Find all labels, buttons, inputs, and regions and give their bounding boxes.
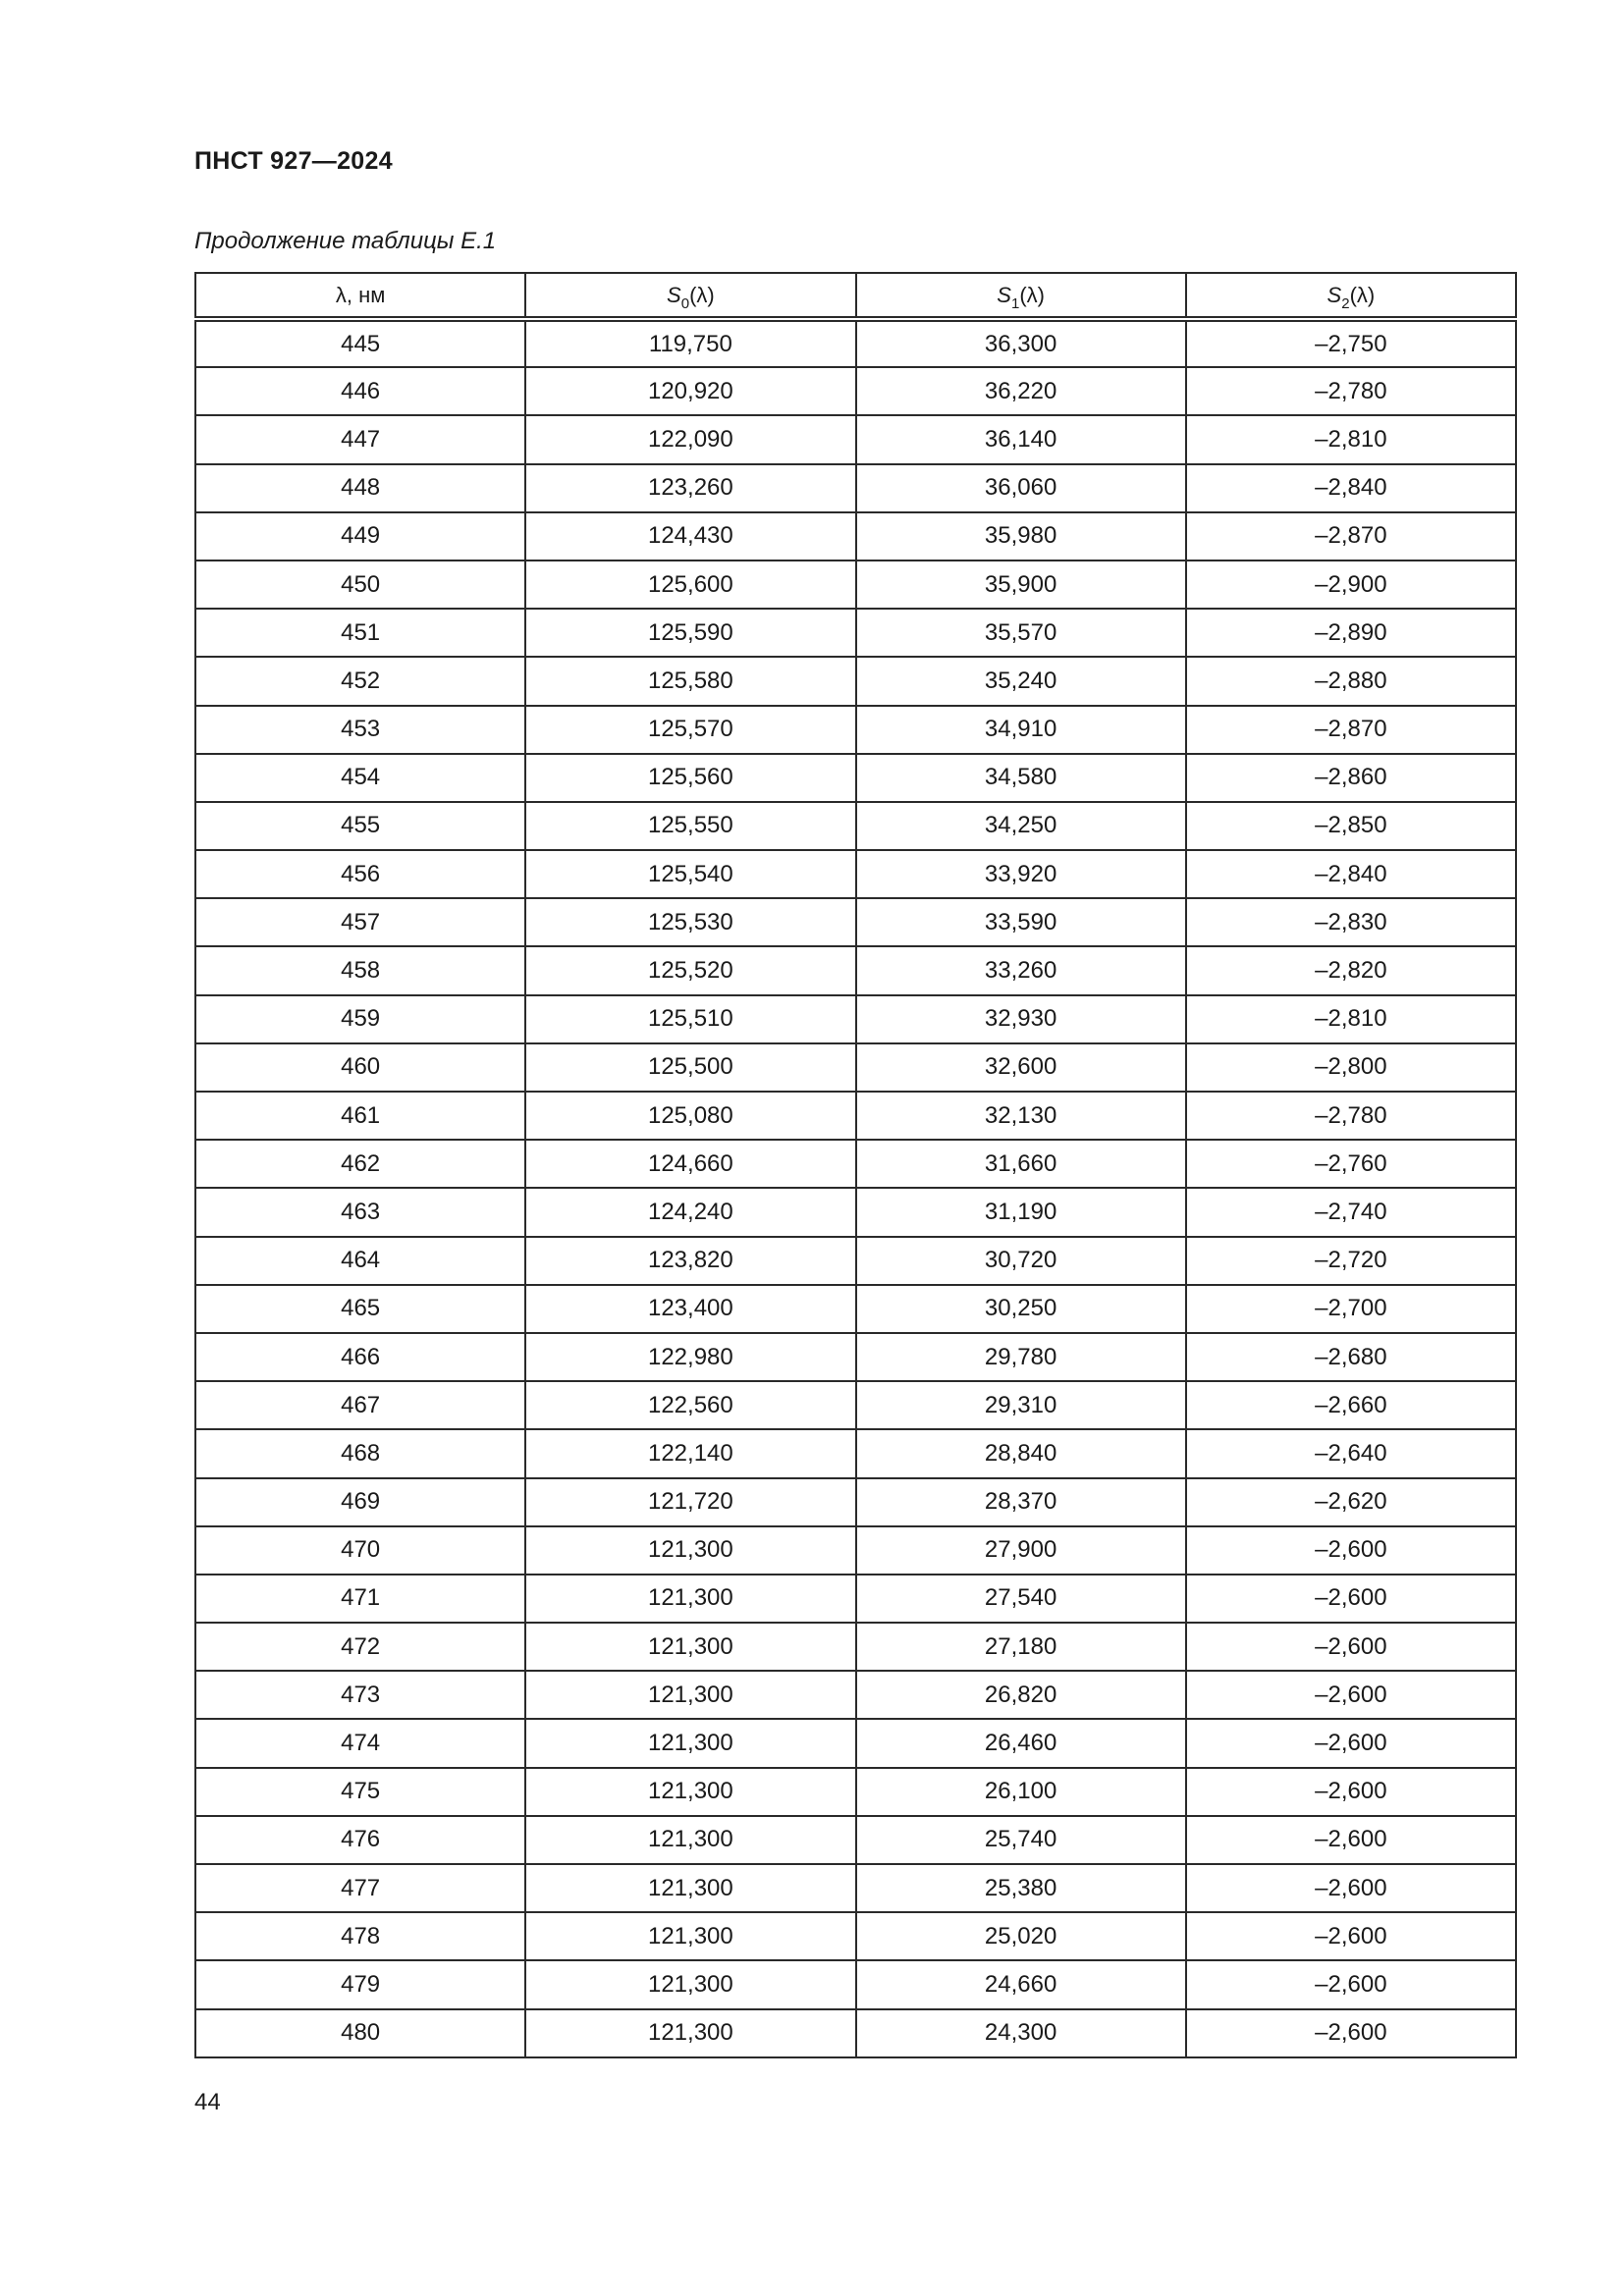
s2-cell: –2,640 [1186, 1429, 1516, 1477]
s0-cell: 121,300 [525, 1768, 855, 1816]
s2-cell: –2,660 [1186, 1381, 1516, 1429]
wavelength-cell: 469 [195, 1478, 525, 1526]
s2-cell: –2,900 [1186, 561, 1516, 609]
s2-cell: –2,780 [1186, 1092, 1516, 1140]
s2-cell: –2,830 [1186, 898, 1516, 946]
s0-cell: 125,570 [525, 706, 855, 754]
s2-cell: –2,600 [1186, 1623, 1516, 1671]
s1-cell: 30,720 [856, 1237, 1186, 1285]
s0-cell: 121,300 [525, 1816, 855, 1864]
s0-cell: 122,560 [525, 1381, 855, 1429]
s0-cell: 121,300 [525, 1526, 855, 1575]
table-row [195, 995, 1516, 1043]
table-row [195, 657, 1516, 705]
s0-cell: 121,720 [525, 1478, 855, 1526]
table-row [195, 1381, 1516, 1429]
table-row [195, 898, 1516, 946]
s1-cell: 35,570 [856, 609, 1186, 657]
s0-cell: 121,300 [525, 1719, 855, 1767]
s0-cell: 125,530 [525, 898, 855, 946]
table-row [195, 706, 1516, 754]
s2-cell: –2,870 [1186, 512, 1516, 561]
s2-cell: –2,600 [1186, 1960, 1516, 2008]
table-caption: Продолжение таблицы Е.1 [194, 228, 497, 254]
s0-cell: 121,300 [525, 1575, 855, 1623]
s2-cell: –2,800 [1186, 1043, 1516, 1092]
s1-cell: 30,250 [856, 1285, 1186, 1333]
s0-cell: 125,080 [525, 1092, 855, 1140]
s0-cell: 123,820 [525, 1237, 855, 1285]
table-row [195, 1092, 1516, 1140]
s1-cell: 25,020 [856, 1912, 1186, 1960]
table-row [195, 1960, 1516, 2008]
s0-cell: 121,300 [525, 1912, 855, 1960]
s0-cell: 122,090 [525, 415, 855, 463]
wavelength-cell: 465 [195, 1285, 525, 1333]
table-row [195, 1768, 1516, 1816]
header-s0-symbol: S [667, 282, 681, 307]
s0-cell: 121,300 [525, 1623, 855, 1671]
header-s2-tail: (λ) [1349, 282, 1376, 307]
table-row [195, 367, 1516, 415]
header-s0-tail: (λ) [689, 282, 715, 307]
s1-cell: 31,660 [856, 1140, 1186, 1188]
s1-cell: 36,060 [856, 464, 1186, 512]
table-row [195, 1333, 1516, 1381]
s1-cell: 33,260 [856, 946, 1186, 994]
s1-cell: 27,180 [856, 1623, 1186, 1671]
s2-cell: –2,740 [1186, 1188, 1516, 1236]
table-row [195, 1575, 1516, 1623]
s1-cell: 33,590 [856, 898, 1186, 946]
s0-cell: 121,300 [525, 1864, 855, 1912]
s2-cell: –2,600 [1186, 1768, 1516, 1816]
table-row [195, 1719, 1516, 1767]
s0-cell: 124,660 [525, 1140, 855, 1188]
header-s0 [525, 273, 855, 319]
document-code: ПНСТ 927—2024 [194, 147, 393, 175]
wavelength-cell: 460 [195, 1043, 525, 1092]
s0-cell: 125,520 [525, 946, 855, 994]
s2-cell: –2,820 [1186, 946, 1516, 994]
s1-cell: 26,100 [856, 1768, 1186, 1816]
s1-cell: 25,740 [856, 1816, 1186, 1864]
s2-cell: –2,860 [1186, 754, 1516, 802]
wavelength-cell: 447 [195, 415, 525, 463]
s2-cell: –2,600 [1186, 1671, 1516, 1719]
page-number: 44 [194, 2089, 221, 2115]
s2-cell: –2,750 [1186, 319, 1516, 367]
table-row [195, 319, 1516, 367]
s0-cell: 120,920 [525, 367, 855, 415]
wavelength-cell: 474 [195, 1719, 525, 1767]
wavelength-cell: 468 [195, 1429, 525, 1477]
s1-cell: 34,250 [856, 802, 1186, 850]
s2-cell: –2,620 [1186, 1478, 1516, 1526]
s1-cell: 36,220 [856, 367, 1186, 415]
wavelength-cell: 470 [195, 1526, 525, 1575]
s1-cell: 27,900 [856, 1526, 1186, 1575]
table-row [195, 561, 1516, 609]
wavelength-cell: 445 [195, 319, 525, 367]
header-s1 [856, 273, 1186, 319]
table-row [195, 1912, 1516, 1960]
wavelength-cell: 464 [195, 1237, 525, 1285]
s1-cell: 28,370 [856, 1478, 1186, 1526]
header-s1-tail: (λ) [1019, 282, 1045, 307]
s1-cell: 29,310 [856, 1381, 1186, 1429]
wavelength-cell: 467 [195, 1381, 525, 1429]
s0-cell: 125,590 [525, 609, 855, 657]
table-row [195, 1478, 1516, 1526]
s1-cell: 26,820 [856, 1671, 1186, 1719]
s2-cell: –2,600 [1186, 1816, 1516, 1864]
wavelength-cell: 475 [195, 1768, 525, 1816]
s2-cell: –2,880 [1186, 657, 1516, 705]
header-row [195, 273, 1516, 319]
s2-cell: –2,700 [1186, 1285, 1516, 1333]
s1-cell: 35,240 [856, 657, 1186, 705]
header-wavelength-label: λ, нм [335, 282, 386, 307]
table-row [195, 1429, 1516, 1477]
wavelength-cell: 452 [195, 657, 525, 705]
s0-cell: 124,430 [525, 512, 855, 561]
wavelength-cell: 446 [195, 367, 525, 415]
s0-cell: 125,510 [525, 995, 855, 1043]
s2-cell: –2,600 [1186, 1864, 1516, 1912]
s2-cell: –2,810 [1186, 995, 1516, 1043]
spectral-table [194, 272, 1517, 2058]
header-s1-symbol: S [997, 282, 1011, 307]
table-body [195, 319, 1516, 2057]
table-row [195, 946, 1516, 994]
wavelength-cell: 472 [195, 1623, 525, 1671]
wavelength-cell: 471 [195, 1575, 525, 1623]
wavelength-cell: 473 [195, 1671, 525, 1719]
wavelength-cell: 454 [195, 754, 525, 802]
wavelength-cell: 453 [195, 706, 525, 754]
s2-cell: –2,850 [1186, 802, 1516, 850]
s1-cell: 34,580 [856, 754, 1186, 802]
table-row [195, 1526, 1516, 1575]
wavelength-cell: 459 [195, 995, 525, 1043]
table-row [195, 464, 1516, 512]
s2-cell: –2,760 [1186, 1140, 1516, 1188]
table-row [195, 415, 1516, 463]
wavelength-cell: 450 [195, 561, 525, 609]
s0-cell: 125,540 [525, 850, 855, 898]
wavelength-cell: 476 [195, 1816, 525, 1864]
header-s2 [1186, 273, 1516, 319]
s0-cell: 121,300 [525, 1671, 855, 1719]
wavelength-cell: 479 [195, 1960, 525, 2008]
s0-cell: 125,580 [525, 657, 855, 705]
s0-cell: 123,260 [525, 464, 855, 512]
wavelength-cell: 461 [195, 1092, 525, 1140]
s0-cell: 125,500 [525, 1043, 855, 1092]
wavelength-cell: 462 [195, 1140, 525, 1188]
s1-cell: 36,140 [856, 415, 1186, 463]
s1-cell: 24,660 [856, 1960, 1186, 2008]
wavelength-cell: 451 [195, 609, 525, 657]
table-row [195, 1864, 1516, 1912]
s1-cell: 32,600 [856, 1043, 1186, 1092]
s1-cell: 35,900 [856, 561, 1186, 609]
wavelength-cell: 455 [195, 802, 525, 850]
table-row [195, 1188, 1516, 1236]
s2-cell: –2,810 [1186, 415, 1516, 463]
wavelength-cell: 458 [195, 946, 525, 994]
s0-cell: 125,550 [525, 802, 855, 850]
s1-cell: 34,910 [856, 706, 1186, 754]
s1-cell: 25,380 [856, 1864, 1186, 1912]
s0-cell: 125,560 [525, 754, 855, 802]
table-row [195, 1140, 1516, 1188]
table-row [195, 2009, 1516, 2057]
wavelength-cell: 477 [195, 1864, 525, 1912]
s2-cell: –2,600 [1186, 1526, 1516, 1575]
table-row [195, 1043, 1516, 1092]
header-wavelength [195, 273, 525, 319]
table-row [195, 754, 1516, 802]
wavelength-cell: 448 [195, 464, 525, 512]
wavelength-cell: 456 [195, 850, 525, 898]
s0-cell: 125,600 [525, 561, 855, 609]
s0-cell: 121,300 [525, 2009, 855, 2057]
s2-cell: –2,680 [1186, 1333, 1516, 1381]
table-row [195, 802, 1516, 850]
s2-cell: –2,780 [1186, 367, 1516, 415]
wavelength-cell: 480 [195, 2009, 525, 2057]
s1-cell: 29,780 [856, 1333, 1186, 1381]
table-row [195, 1237, 1516, 1285]
s1-cell: 32,130 [856, 1092, 1186, 1140]
s2-cell: –2,600 [1186, 1719, 1516, 1767]
table-row [195, 512, 1516, 561]
s1-cell: 32,930 [856, 995, 1186, 1043]
s2-cell: –2,600 [1186, 1912, 1516, 1960]
table-row [195, 1285, 1516, 1333]
s1-cell: 27,540 [856, 1575, 1186, 1623]
table-row [195, 1671, 1516, 1719]
wavelength-cell: 478 [195, 1912, 525, 1960]
wavelength-cell: 449 [195, 512, 525, 561]
s1-cell: 36,300 [856, 319, 1186, 367]
s0-cell: 121,300 [525, 1960, 855, 2008]
wavelength-cell: 457 [195, 898, 525, 946]
s0-cell: 119,750 [525, 319, 855, 367]
s2-cell: –2,600 [1186, 1575, 1516, 1623]
s2-cell: –2,840 [1186, 850, 1516, 898]
s2-cell: –2,890 [1186, 609, 1516, 657]
wavelength-cell: 463 [195, 1188, 525, 1236]
s0-cell: 123,400 [525, 1285, 855, 1333]
s1-cell: 28,840 [856, 1429, 1186, 1477]
s2-cell: –2,870 [1186, 706, 1516, 754]
wavelength-cell: 466 [195, 1333, 525, 1381]
s1-cell: 31,190 [856, 1188, 1186, 1236]
table-row [195, 850, 1516, 898]
header-s2-symbol: S [1326, 282, 1342, 307]
header-s0-subscript: 0 [680, 294, 690, 312]
header-s1-subscript: 1 [1010, 294, 1020, 312]
s0-cell: 122,980 [525, 1333, 855, 1381]
s1-cell: 33,920 [856, 850, 1186, 898]
s2-cell: –2,840 [1186, 464, 1516, 512]
s2-cell: –2,600 [1186, 2009, 1516, 2057]
s0-cell: 124,240 [525, 1188, 855, 1236]
s0-cell: 122,140 [525, 1429, 855, 1477]
s1-cell: 35,980 [856, 512, 1186, 561]
table-row [195, 1816, 1516, 1864]
table-row [195, 1623, 1516, 1671]
table-header [195, 273, 1516, 319]
table-row [195, 609, 1516, 657]
s1-cell: 24,300 [856, 2009, 1186, 2057]
s1-cell: 26,460 [856, 1719, 1186, 1767]
header-s2-subscript: 2 [1341, 294, 1350, 312]
s2-cell: –2,720 [1186, 1237, 1516, 1285]
